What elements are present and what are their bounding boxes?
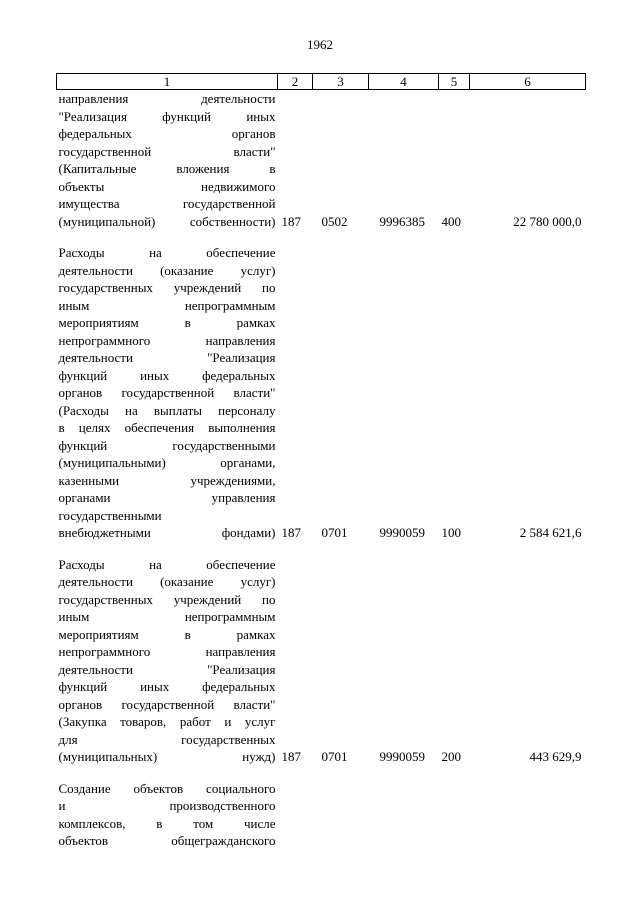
description-line: органами управления [58,490,276,505]
row-article-code: 9990059 [379,749,425,764]
description-line: (муниципальными) органами, [58,455,276,470]
row-expense-type [439,780,470,850]
row-amount: 2 584 621,6 [519,525,582,540]
header-col-2: 2 [278,74,313,90]
row-chapter-code: 187 [281,749,301,764]
description-line: непрограммного направления [58,644,276,659]
description-line: (муниципальных) нужд) [58,749,276,764]
page-number: 1962 [307,37,333,52]
row-amount: 22 780 000,0 [513,213,582,229]
row-amount: 443 629,9 [529,749,582,764]
description-line: комплексов, в том числе [58,815,276,831]
row-description [57,244,278,542]
header-col-3: 3 [313,74,369,90]
description-line: государственных учреждений по [58,280,276,295]
row-article-code: 9990059 [379,525,425,540]
description-line: функций иных федеральных [58,367,276,383]
row-chapter-code: 187 [281,213,301,229]
description-line: внебюджетными фондами) [58,525,276,540]
description-line: и производственного [58,798,276,813]
table-header [57,74,586,90]
row-section-code: 0701 [321,525,348,540]
header-row [57,74,586,90]
row-section-code [313,780,369,850]
row-chapter-code: 187 [281,525,301,540]
description-line: объектов общегражданского [58,833,276,848]
description-line: мероприятиям в рамках [58,626,276,642]
description-line: Создание объектов социального [58,780,276,796]
description-line: (Расходы на выплаты персоналу [58,402,276,418]
row-section-code: 0701 [321,749,348,764]
row-description [57,780,278,850]
row-expense-type: 200 [441,749,461,764]
description-line: "Реализация функций иных [58,108,276,124]
row-spacer [57,542,586,556]
row-description [57,90,278,231]
description-line: органов государственной власти" [58,385,276,400]
header-col-1: 1 [57,74,278,90]
table-row [57,780,586,850]
header-col-6: 6 [470,74,586,90]
description-line: Расходы на обеспечение [58,556,276,572]
row-spacer [57,766,586,780]
description-line: функций государственными [58,437,276,453]
table-row [57,244,586,542]
row-spacer-cell [57,766,586,780]
description-line: федеральных органов [58,126,276,141]
description-line: функций иных федеральных [58,679,276,694]
description-line: иным непрограммным [58,609,276,624]
row-description [57,556,278,766]
description-line: (Закупка товаров, работ и услуг [58,714,276,729]
description-line: деятельности "Реализация [58,350,276,365]
description-line: направления деятельности [58,91,276,106]
row-article-code [369,780,439,850]
row-expense-type: 400 [441,213,461,229]
row-chapter-code [278,780,313,850]
description-line: Расходы на обеспечение [58,245,276,260]
table-body [57,90,586,850]
description-line: для государственных [58,731,276,747]
description-line: деятельности "Реализация [58,661,276,677]
row-spacer-cell [57,542,586,556]
description-line: в целях обеспечения выполнения [58,420,276,435]
description-line: государственными [58,507,162,523]
description-line: непрограммного направления [58,332,276,348]
budget-table [56,73,586,850]
description-line: (муниципальной) собственности) [58,213,276,229]
row-section-code: 0502 [321,213,348,229]
row-spacer [57,230,586,244]
table-row [57,90,586,231]
description-line: казенными учреждениями, [58,472,276,488]
description-line: объекты недвижимого [58,178,276,194]
description-line: деятельности (оказание услуг) [58,262,276,278]
row-article-code: 9996385 [379,213,425,229]
description-line: государственной власти" [58,143,276,159]
description-line: деятельности (оказание услуг) [58,574,276,589]
row-amount [470,780,586,850]
description-line: мероприятиям в рамках [58,315,276,330]
description-line: государственных учреждений по [58,591,276,607]
table-row [57,556,586,766]
description-line: иным непрограммным [58,297,276,313]
row-expense-type: 100 [441,525,461,540]
header-col-5: 5 [439,74,470,90]
description-line: имущества государственной [58,196,276,211]
description-line: органов государственной власти" [58,696,276,712]
description-line: (Капитальные вложения в [58,161,276,176]
row-spacer-cell [57,230,586,244]
header-col-4: 4 [369,74,439,90]
